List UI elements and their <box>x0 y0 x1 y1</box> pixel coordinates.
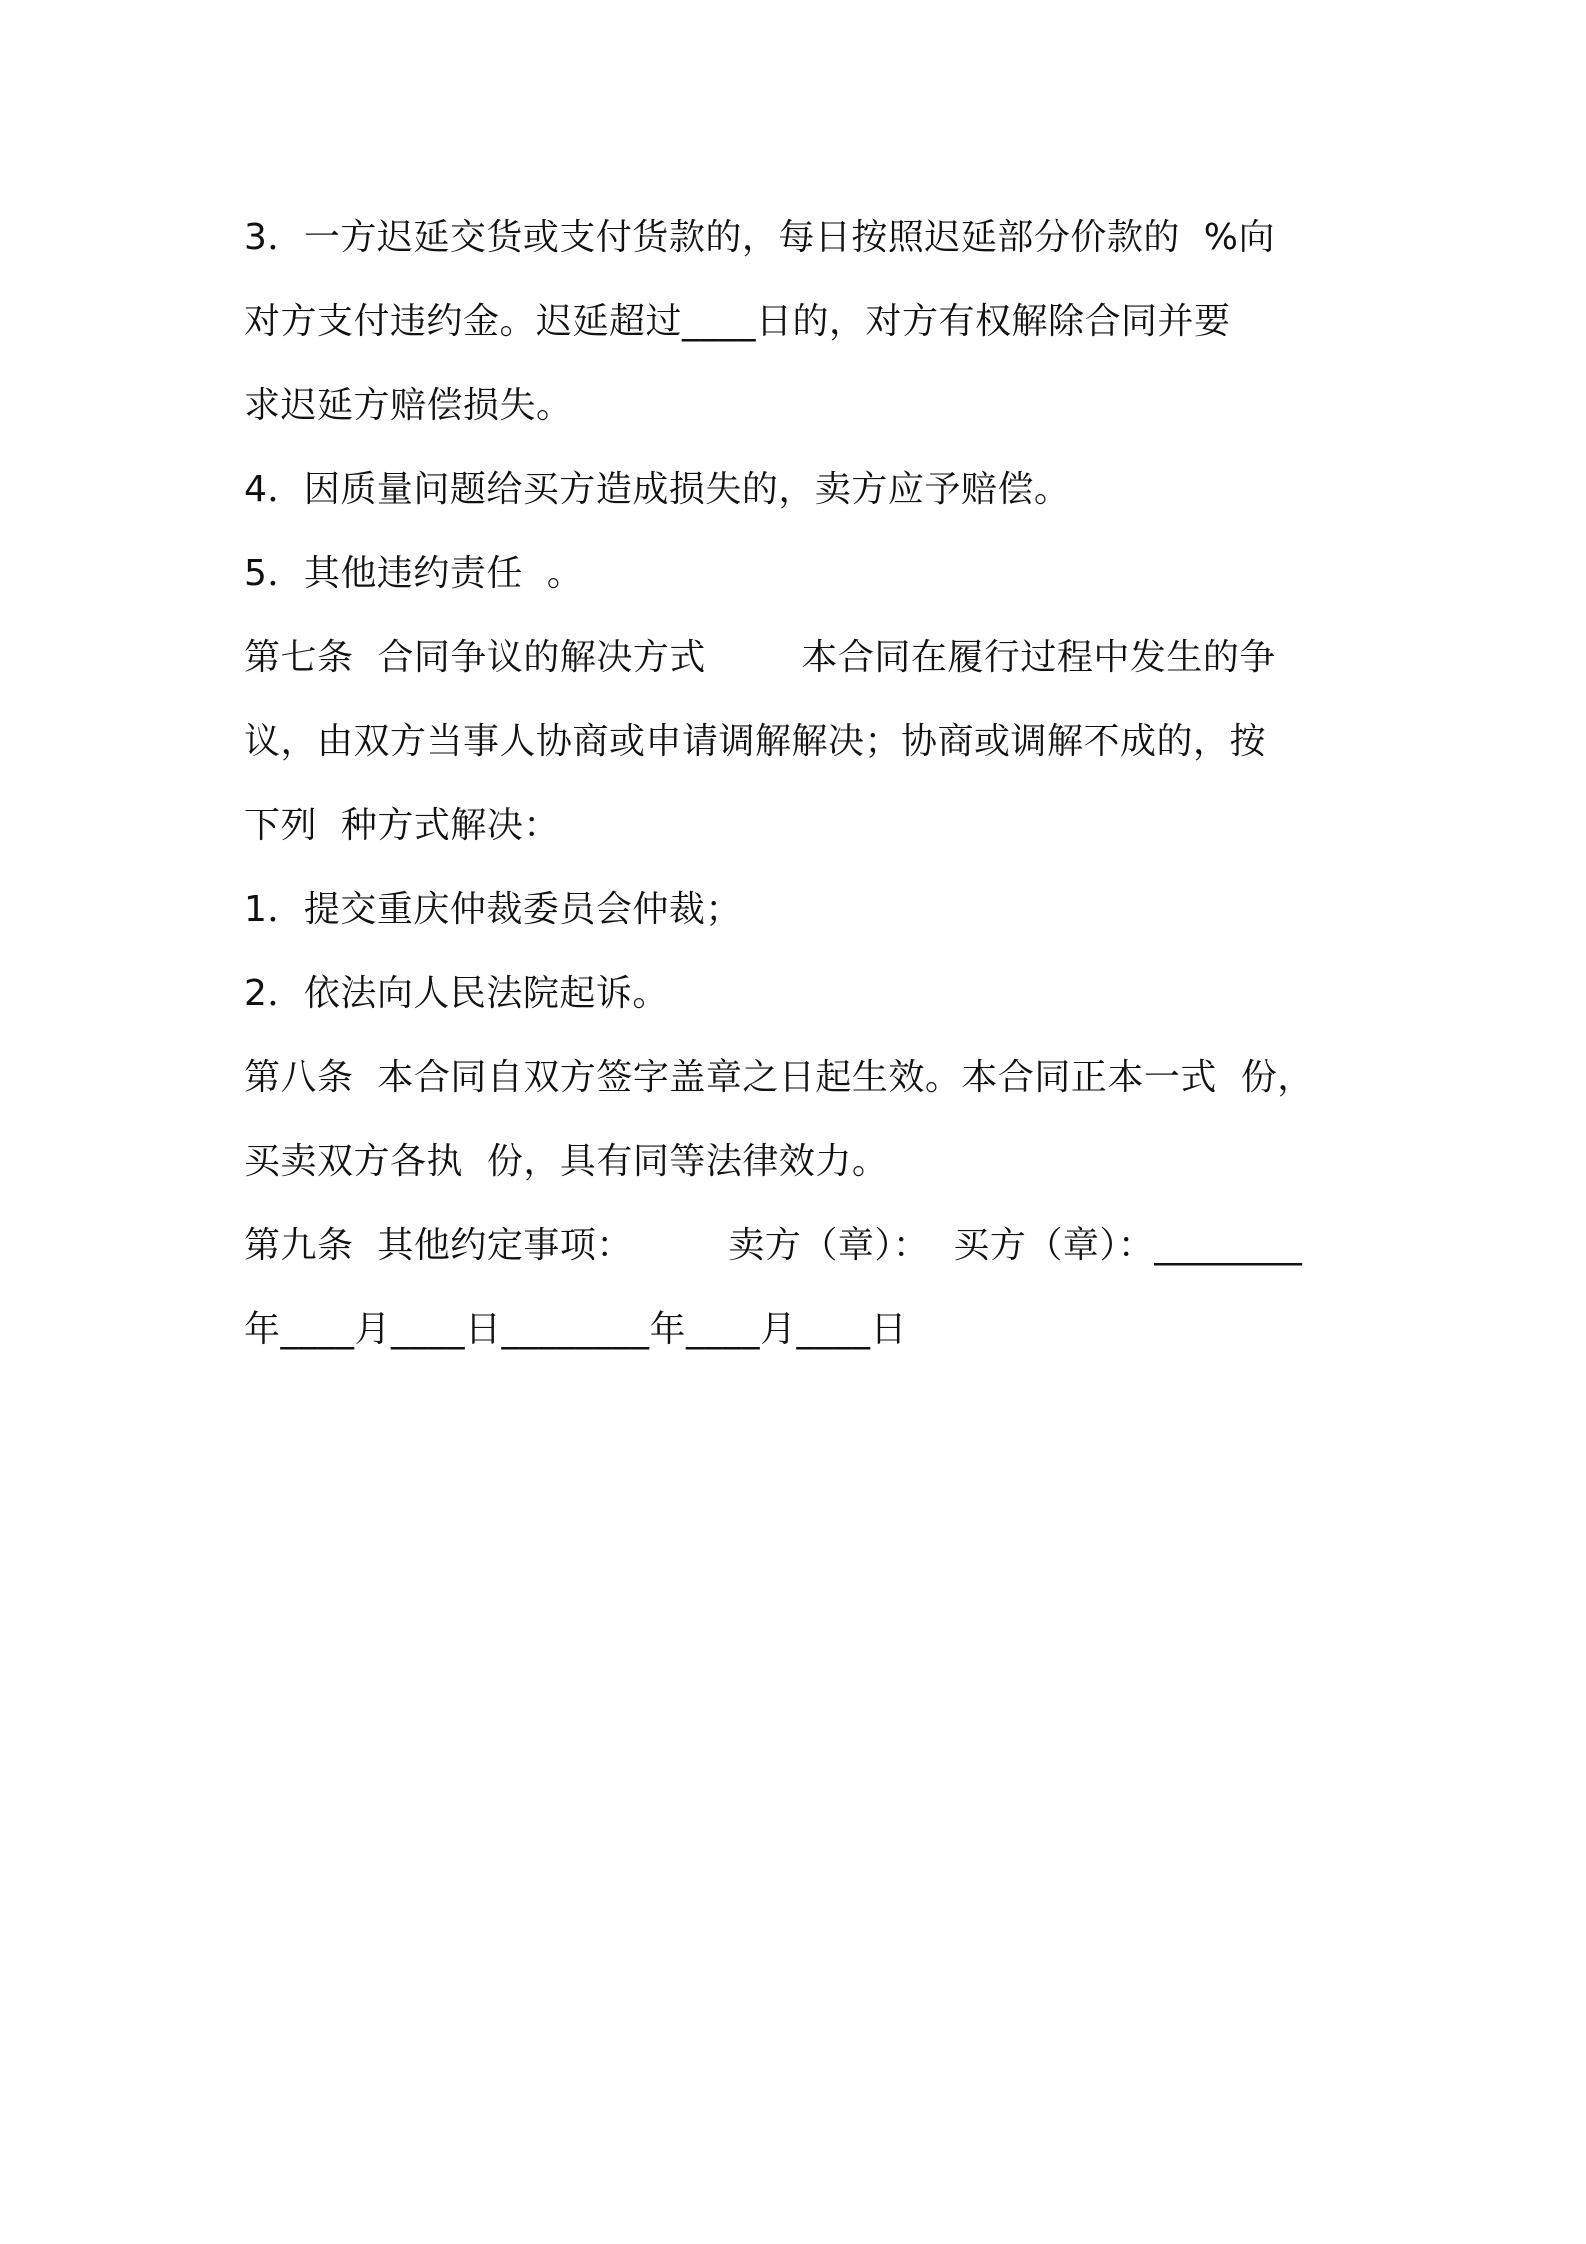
clause-line-late-delivery-penalty-cont: 对方支付违约金。迟延超过____日的，对方有权解除合同并要 <box>244 301 1231 342</box>
clause-line-quality-compensation: 4．因质量问题给买方造成损失的，卖方应予赔偿。 <box>244 469 1071 510</box>
dispute-option-lawsuit: 2．依法向人民法院起诉。 <box>244 973 669 1014</box>
article-eight-effectiveness-cont: 买卖双方各执 份，具有同等法律效力。 <box>244 1141 889 1182</box>
clause-line-late-delivery-penalty: 3．一方迟延交货或支付货款的，每日按照迟延部分价款的 %向 <box>244 217 1275 258</box>
article-eight-effectiveness: 第八条 本合同自双方签字盖章之日起生效。本合同正本一式 份， <box>244 1057 1314 1098</box>
dispute-option-arbitration: 1．提交重庆仲裁委员会仲裁； <box>244 889 742 930</box>
clause-line-other-liability: 5．其他违约责任 。 <box>244 553 584 594</box>
article-seven-dispute-resolution-cont: 议，由双方当事人协商或申请调解解决；协商或调解不成的，按 <box>244 721 1267 762</box>
signature-date-line: 年____月____日________年____月____日 <box>244 1309 908 1350</box>
article-seven-dispute-resolution: 第七条 合同争议的解决方式 本合同在履行过程中发生的争 <box>244 637 1276 678</box>
article-nine-signatures: 第九条 其他约定事项： 卖方（章）： 买方（章）：________ <box>244 1225 1303 1266</box>
article-seven-dispute-resolution-end: 下列 种方式解决： <box>244 805 560 846</box>
contract-text <box>244 196 1374 1372</box>
clause-line-late-delivery-penalty-end: 求迟延方赔偿损失。 <box>244 385 573 426</box>
